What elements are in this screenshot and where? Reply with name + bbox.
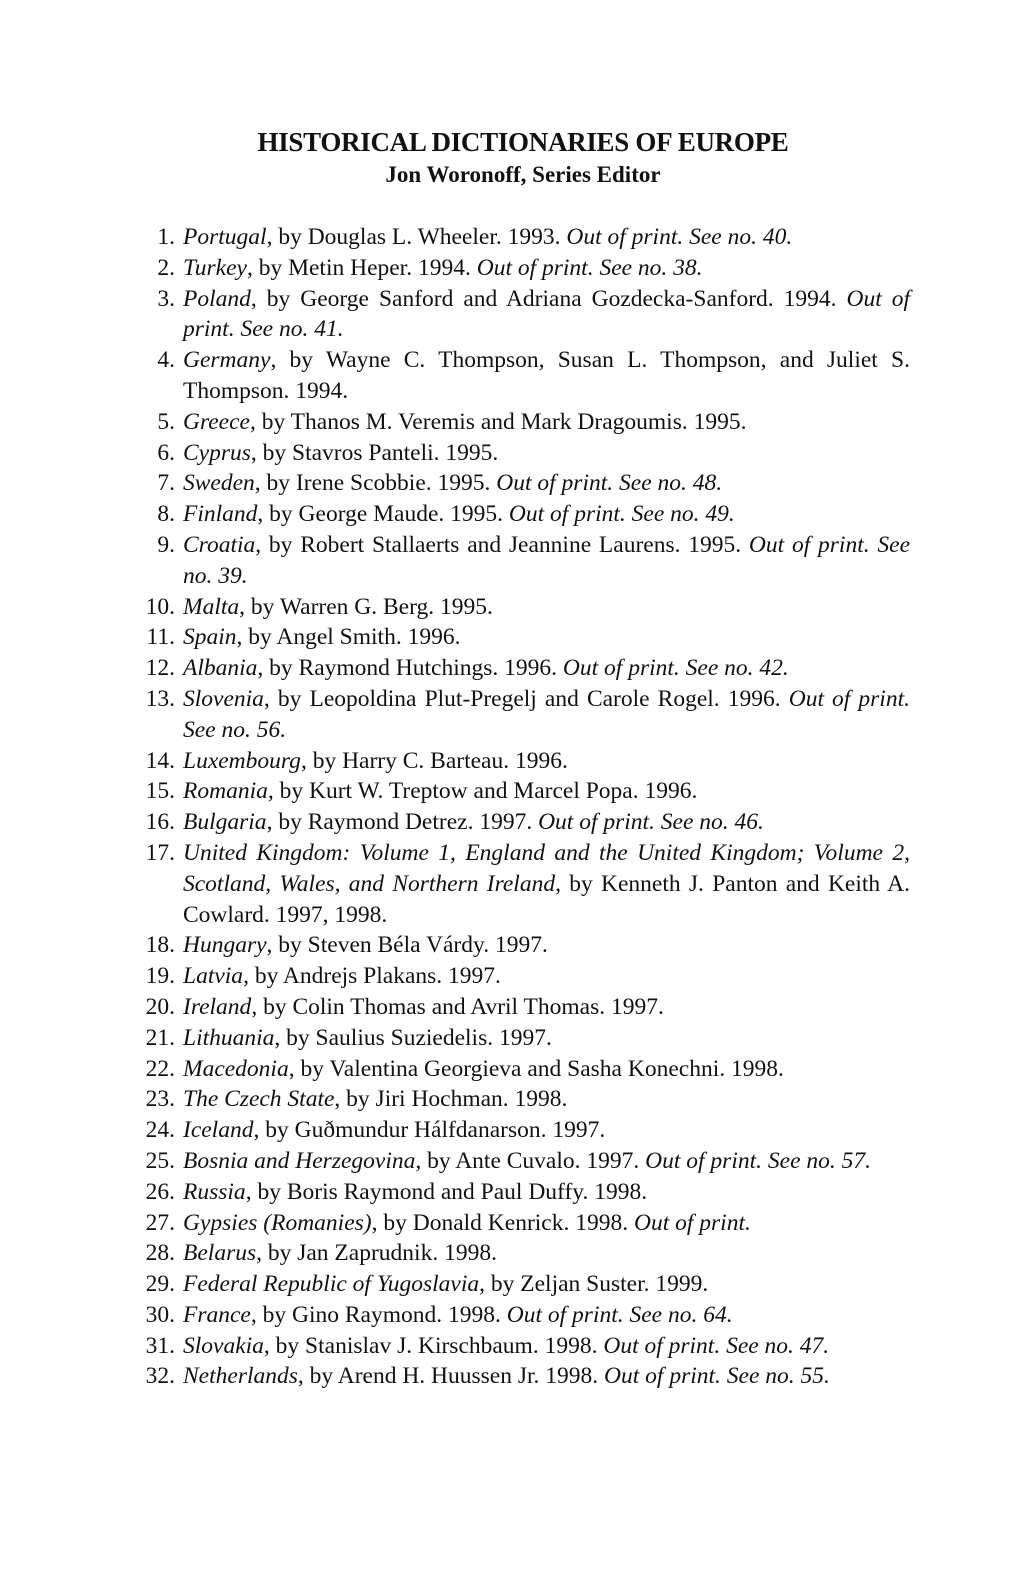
book-number: 23. — [145, 1086, 175, 1113]
book-title: Poland — [183, 285, 251, 312]
book-number: 6. — [157, 439, 175, 466]
book-details: , by Angel Smith. 1996. — [236, 624, 461, 651]
book-text — [183, 284, 910, 346]
book-title: Portugal — [183, 224, 267, 250]
book-text — [183, 776, 910, 807]
book-details: , by Guðmundur Hálfdanarson. 1997. — [253, 1117, 606, 1144]
book-title: Slovakia — [183, 1332, 264, 1359]
book-entry — [120, 776, 910, 807]
book-title: Slovenia — [183, 685, 264, 712]
book-number: 26. — [145, 1178, 175, 1205]
book-print-note: Out of print. See no. 40. — [566, 224, 793, 250]
book-text — [183, 807, 910, 838]
book-details: , by Colin Thomas and Avril Thomas. 1997. — [251, 993, 664, 1020]
book-details: , by Saulius Suziedelis. 1997. — [274, 1024, 552, 1051]
series-title: HISTORICAL DICTIONARIES OF EUROPE — [257, 127, 789, 157]
book-text — [183, 930, 910, 961]
book-details: , by Douglas L. Wheeler. 1993. — [266, 224, 567, 250]
book-details: , by Leopoldina Plut-Pregelj and Carole Rogel. 1996. — [263, 685, 789, 712]
book-number: 20. — [145, 993, 175, 1020]
book-entry — [120, 1084, 910, 1115]
book-title: Ireland — [183, 993, 252, 1020]
book-number: 24. — [145, 1117, 175, 1144]
book-number: 5. — [157, 408, 175, 435]
book-details: , by Raymond Detrez. 1997. — [266, 809, 539, 836]
book-entry — [120, 1177, 910, 1208]
book-number: 8. — [157, 501, 175, 528]
book-number: 27. — [145, 1209, 175, 1236]
book-details: , by Stanislav J. Kirschbaum. 1998. — [263, 1332, 604, 1359]
book-entry — [120, 961, 910, 992]
book-number: 2. — [157, 254, 175, 281]
book-entry — [120, 499, 910, 530]
series-editor: Jon Woronoff, Series Editor — [385, 162, 661, 187]
book-entry — [120, 1115, 910, 1146]
book-title: Cyprus — [183, 439, 251, 466]
book-details: , by Ante Cuvalo. 1997. — [415, 1147, 646, 1174]
book-text — [183, 530, 910, 592]
book-details: , by Zeljan Suster. 1999. — [479, 1271, 709, 1298]
book-title: Federal Republic of Yugoslavia — [183, 1271, 480, 1298]
book-details: , by Harry C. Barteau. 1996. — [300, 747, 568, 774]
book-text — [183, 653, 910, 684]
book-title: Bulgaria — [183, 809, 267, 836]
book-text — [183, 438, 910, 469]
book-number: 17. — [145, 839, 175, 866]
book-text — [183, 222, 910, 253]
book-text — [183, 407, 910, 438]
book-entry — [120, 992, 910, 1023]
book-entry — [120, 930, 910, 961]
book-title: Belarus — [183, 1240, 257, 1267]
book-text — [183, 992, 910, 1023]
book-print-note: Out of print. See no. 48. — [496, 470, 723, 497]
book-text — [183, 1300, 910, 1331]
book-details: , by Boris Raymond and Paul Duffy. 1998. — [245, 1178, 648, 1205]
book-number: 14. — [145, 747, 175, 774]
book-entry — [120, 684, 910, 746]
book-title: Finland — [183, 501, 258, 528]
book-details: , by Warren G. Berg. 1995. — [239, 593, 493, 620]
book-entry — [120, 1238, 910, 1269]
book-entry — [120, 1023, 910, 1054]
book-number: 28. — [145, 1240, 175, 1267]
book-title: Lithuania — [183, 1024, 275, 1051]
book-entry — [120, 1331, 910, 1362]
book-title: Croatia — [183, 531, 256, 558]
book-print-note: Out of print. See no. 41. — [183, 285, 911, 343]
book-print-note: Out of print. See no. 39. — [183, 531, 910, 589]
book-text — [183, 838, 910, 930]
book-details: , by Kurt W. Treptow and Marcel Popa. 1996. — [267, 778, 698, 805]
book-details: , by Thanos M. Veremis and Mark Dragoumis. 1995. — [249, 408, 747, 435]
book-text — [183, 468, 910, 499]
book-print-note: Out of print. See no. 42. — [562, 655, 789, 682]
book-entry — [120, 468, 910, 499]
book-number: 30. — [145, 1301, 175, 1328]
book-entry — [120, 1208, 910, 1239]
book-title: Sweden — [183, 470, 255, 497]
book-title: The Czech State — [183, 1086, 335, 1113]
book-title: Greece — [183, 408, 250, 435]
book-text — [183, 1146, 910, 1177]
book-print-note: Out of print. See no. 46. — [538, 809, 764, 836]
book-details: , by Valentina Georgieva and Sasha Konechni. 1998. — [288, 1055, 784, 1082]
book-text — [183, 746, 910, 777]
book-number: 4. — [157, 347, 175, 374]
book-print-note: Out of print. See no. 57. — [645, 1147, 871, 1174]
book-number: 13. — [145, 685, 175, 712]
book-details: , by Robert Stallaerts and Jeannine Laurens. 1995. — [255, 531, 749, 558]
book-title: Hungary — [183, 932, 267, 959]
book-title: United Kingdom: Volume 1, England and the United Kingdom; Volume 2, Scotland, Wales, and Northern Ireland — [183, 839, 910, 897]
book-title: Gypsies (Romanies) — [183, 1209, 372, 1236]
book-print-note: Out of print. See no. 64. — [506, 1301, 733, 1328]
book-title: Germany — [183, 347, 271, 374]
book-details: , by Jan Zaprudnik. 1998. — [256, 1240, 497, 1267]
book-entry — [120, 1146, 910, 1177]
book-details: , by George Sanford and Adriana Gozdecka-Sanford. 1994. — [250, 285, 847, 312]
book-title: Romania — [183, 778, 268, 805]
book-text — [183, 1115, 910, 1146]
book-title: Albania — [183, 655, 258, 682]
book-details: , by George Maude. 1995. — [257, 501, 509, 528]
book-details: , by Wayne C. Thompson, Susan L. Thompson, and Juliet S. Thompson. 1994. — [183, 347, 910, 404]
book-title: Luxembourg — [183, 747, 301, 774]
book-text — [183, 1208, 910, 1239]
book-text — [183, 1238, 910, 1269]
book-number: 32. — [145, 1363, 175, 1390]
book-number: 25. — [145, 1147, 175, 1174]
book-text — [183, 1054, 910, 1085]
book-title: Malta — [183, 593, 240, 620]
book-entry — [120, 407, 910, 438]
book-title: Turkey — [183, 254, 247, 281]
book-entry — [120, 746, 910, 777]
book-title: France — [183, 1301, 251, 1328]
book-print-note: Out of print. See no. 49. — [508, 501, 735, 528]
book-print-note: Out of print. See no. 47. — [603, 1332, 830, 1359]
book-number: 16. — [145, 809, 175, 836]
book-number: 3. — [157, 285, 175, 312]
book-text — [183, 1084, 910, 1115]
book-entry — [120, 1300, 910, 1331]
book-list — [120, 222, 910, 1392]
book-title: Russia — [183, 1178, 246, 1205]
book-number: 7. — [157, 470, 175, 497]
book-number: 1. — [157, 224, 175, 250]
book-text — [183, 499, 910, 530]
book-text — [183, 1177, 910, 1208]
book-entry — [120, 592, 910, 623]
book-title: Bosnia and Herzegovina — [183, 1147, 416, 1174]
book-details: , by Steven Béla Várdy. 1997. — [266, 932, 548, 959]
book-entry — [120, 284, 910, 346]
book-text — [183, 622, 910, 653]
book-text — [183, 961, 910, 992]
book-details: , by Irene Scobbie. 1995. — [254, 470, 497, 497]
book-print-note: Out of print. See no. 55. — [604, 1363, 830, 1390]
book-number: 31. — [145, 1332, 175, 1359]
book-details: , by Gino Raymond. 1998. — [250, 1301, 507, 1328]
book-print-note: Out of print. See no. 56. — [183, 685, 910, 743]
book-entry — [120, 345, 910, 407]
book-entry — [120, 1054, 910, 1085]
book-text — [183, 1023, 910, 1054]
book-title: Spain — [183, 624, 237, 651]
book-text — [183, 345, 910, 407]
book-entry — [120, 1361, 910, 1392]
book-details: , by Andrejs Plakans. 1997. — [243, 963, 501, 990]
book-text — [183, 1269, 910, 1300]
book-entry — [120, 838, 910, 930]
book-entry — [120, 622, 910, 653]
book-details: , by Arend H. Huussen Jr. 1998. — [297, 1363, 605, 1390]
book-number: 15. — [145, 778, 175, 805]
book-details: , by Metin Heper. 1994. — [246, 254, 477, 281]
book-text — [183, 592, 910, 623]
book-entry — [120, 807, 910, 838]
book-title: Iceland — [183, 1117, 254, 1144]
book-title: Macedonia — [183, 1055, 289, 1082]
book-entry — [120, 222, 910, 253]
book-entry — [120, 438, 910, 469]
book-title: Netherlands — [183, 1363, 298, 1390]
book-number: 19. — [145, 963, 175, 990]
book-entry — [120, 653, 910, 684]
book-print-note: Out of print. — [633, 1209, 751, 1236]
book-text — [183, 253, 910, 284]
book-text — [183, 684, 910, 746]
book-details: , by Jiri Hochman. 1998. — [334, 1086, 568, 1113]
book-number: 12. — [145, 655, 175, 682]
book-number: 11. — [146, 624, 175, 651]
book-number: 18. — [145, 932, 175, 959]
book-number: 21. — [145, 1024, 175, 1051]
book-text — [183, 1331, 910, 1362]
book-text — [183, 1361, 910, 1392]
book-details: , by Kenneth J. Panton and Keith A. Cowlard. 1997, 1998. — [183, 870, 910, 928]
book-entry — [120, 1269, 910, 1300]
book-number: 10. — [145, 593, 175, 620]
book-title: Latvia — [183, 963, 244, 990]
book-entry — [120, 253, 910, 284]
book-entry — [120, 530, 910, 592]
book-number: 9. — [157, 531, 175, 558]
book-print-note: Out of print. See no. 38. — [476, 254, 703, 281]
book-details: , by Raymond Hutchings. 1996. — [257, 655, 563, 682]
book-number: 22. — [145, 1055, 175, 1082]
book-details: , by Donald Kenrick. 1998. — [371, 1209, 634, 1236]
book-number: 29. — [145, 1271, 175, 1298]
book-details: , by Stavros Panteli. 1995. — [250, 439, 499, 466]
